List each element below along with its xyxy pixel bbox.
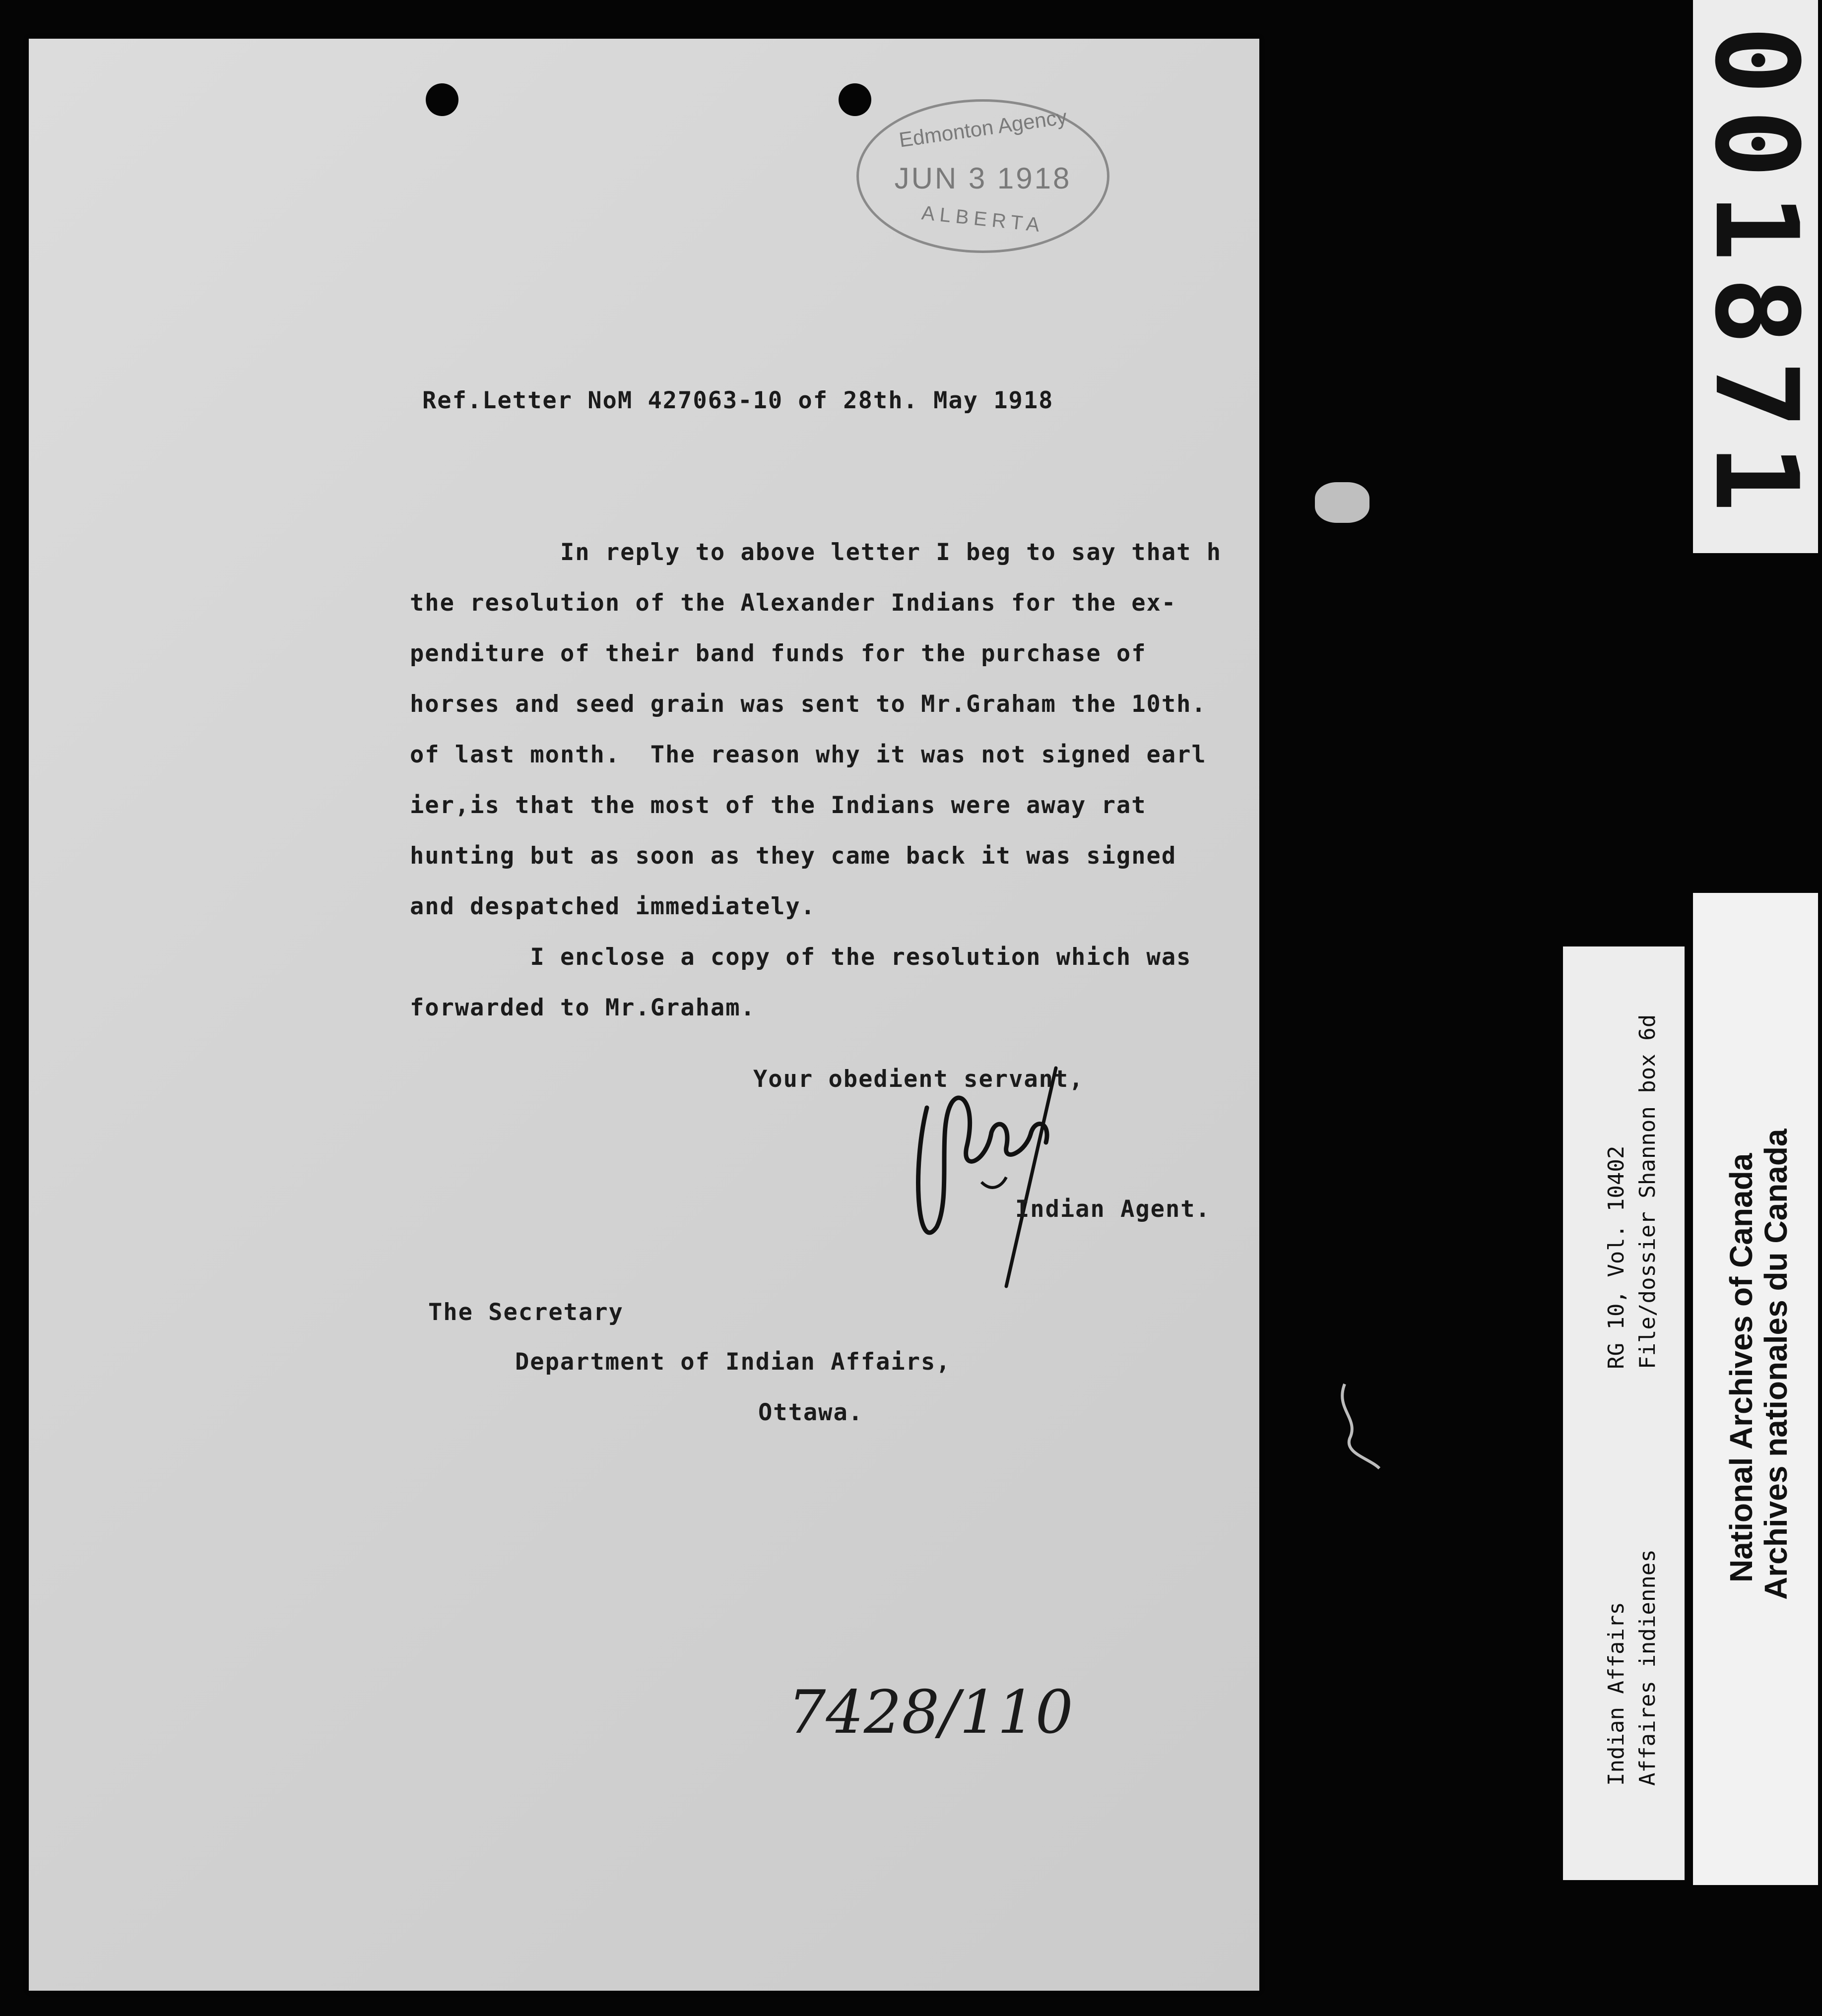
fiber-mark bbox=[1315, 1379, 1384, 1478]
body-line: forwarded to Mr.Graham. bbox=[410, 994, 756, 1021]
fonds-english: Indian Affairs bbox=[1604, 1602, 1629, 1786]
punch-hole-right bbox=[839, 83, 871, 116]
dust-speck bbox=[1315, 482, 1369, 523]
stamp-agency: Edmonton Agency bbox=[897, 105, 1068, 152]
body-line: penditure of their band funds for the purchase of bbox=[410, 640, 1147, 667]
body-line: I enclose a copy of the resolution which was bbox=[410, 944, 1192, 971]
body-line: and despatched immediately. bbox=[410, 893, 816, 920]
addressee-line-1: The Secretary bbox=[428, 1299, 624, 1326]
agent-signature bbox=[907, 1048, 1096, 1306]
frame-number bbox=[1689, 0, 1822, 553]
body-line: hunting but as soon as they came back it was signed bbox=[410, 842, 1177, 870]
institution-name-english: National Archives of Canada bbox=[1723, 1153, 1759, 1582]
punch-hole-left bbox=[426, 83, 458, 116]
signatory-title: Indian Agent. bbox=[1015, 1196, 1211, 1223]
stamp-date: JUN 3 1918 bbox=[894, 162, 1072, 195]
handwritten-file-number bbox=[783, 1668, 1073, 1767]
addressee-line-3: Ottawa. bbox=[758, 1399, 864, 1426]
received-stamp bbox=[856, 99, 1109, 253]
stamp-province: ALBERTA bbox=[920, 202, 1045, 237]
file-reference: File/dossier Shannon box 6d bbox=[1635, 1014, 1660, 1369]
body-line: the resolution of the Alexander Indians for the ex- bbox=[410, 589, 1177, 617]
fonds-french: Affaires indiennes bbox=[1635, 1549, 1660, 1786]
body-line: horses and seed grain was sent to Mr.Graham the 10th. bbox=[410, 691, 1207, 718]
closing: Your obedient servant, bbox=[753, 1066, 1084, 1093]
body-line: of last month. The reason why it was not signed earl bbox=[410, 741, 1207, 768]
record-group-reference: RG 10, Vol. 10402 bbox=[1604, 1145, 1629, 1369]
addressee-line-2: Department of Indian Affairs, bbox=[515, 1348, 951, 1376]
institution-name-french: Archives nationales du Canada bbox=[1758, 1129, 1794, 1600]
svg-text:7428/110: 7428/110 bbox=[788, 1678, 1073, 1747]
frame-number-text: 001871 bbox=[1689, 26, 1822, 527]
reference-line: Ref.Letter NoM 427063-10 of 28th. May 1918 bbox=[422, 387, 1054, 414]
body-line: In reply to above letter I beg to say that h bbox=[410, 539, 1222, 566]
letter-page bbox=[29, 39, 1259, 1991]
body-line: ier,is that the most of the Indians were away rat bbox=[410, 792, 1147, 819]
